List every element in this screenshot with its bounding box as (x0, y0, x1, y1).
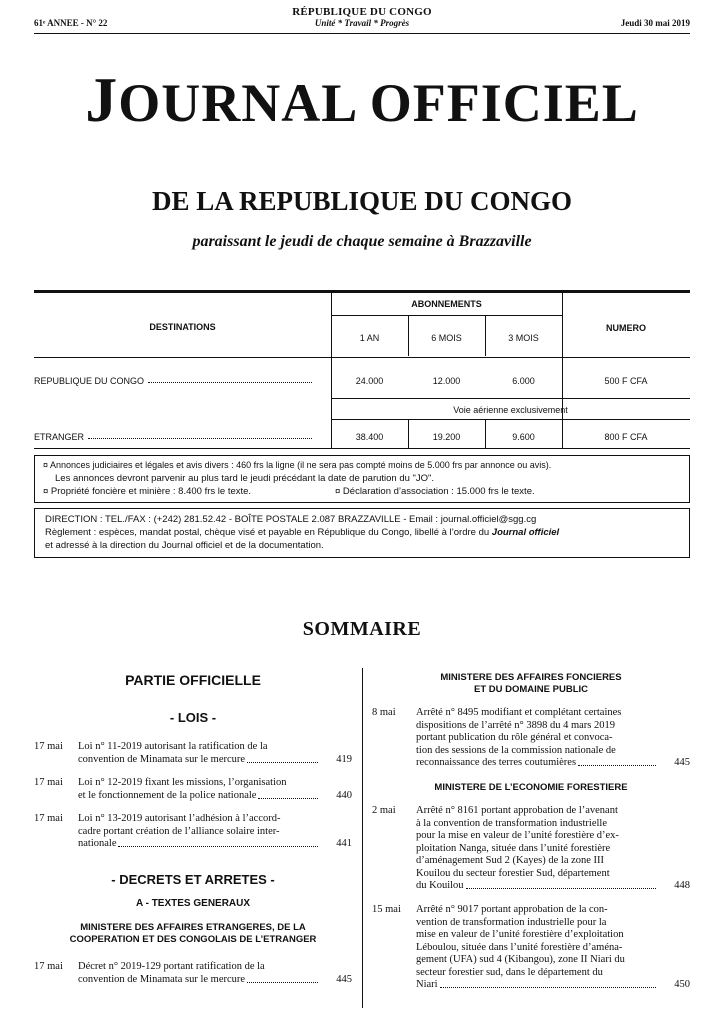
entry-text-line: ploitation Nanga, située dans l’unité forestière (416, 842, 611, 854)
journal-tagline: paraissant le jeudi de chaque semaine à Brazzaville (192, 233, 532, 250)
lois-title: - LOIS - (169, 710, 217, 725)
decrets-title: - DECRETS ET ARRETES - (111, 872, 275, 887)
leader-dots (578, 756, 656, 766)
entry-text-line: tion des sessions de la commission nationale de (416, 744, 616, 756)
entry-text-line: et le fonctionnement de la police nationale (78, 789, 318, 802)
journal-subtitle: DE LA REPUBLIQUE DU CONGO (151, 186, 573, 216)
header-rule (34, 33, 690, 34)
column-3-mois: 3 MOIS (508, 333, 539, 343)
ministere-affaires-etrangeres: MINISTERE DES AFFAIRES ETRANGERES, DE LA COOPERATION ET DES CONGOLAIS DE L’ETRANGER (69, 922, 317, 945)
column-1-an: 1 AN (359, 333, 380, 343)
ministere-affaires-foncieres: MINISTERE DES AFFAIRES FONCIERES ET DU DOMAINE PUBLIC (440, 672, 622, 695)
price-cell: 24.000 (355, 376, 384, 386)
table-rule (34, 357, 690, 358)
entry-text-line: convention de Minamata sur le mercure (78, 753, 318, 766)
ministere-economie-forestiere: MINISTERE DE L’ECONOMIE FORESTIERE (434, 782, 628, 793)
edition-number: 61ᵉ ANNEE - N° 22 (34, 18, 108, 28)
entry-date: 17 mai (34, 741, 63, 752)
price-cell: 38.400 (355, 432, 384, 442)
payment-terms-end: et adressé à la direction du Journal officiel et de la documentation. (45, 540, 324, 551)
entry-text-line: cadre portant création de l’alliance solaire inter- (78, 825, 280, 837)
entry-text-line: nationale (78, 837, 318, 850)
leader-dots (258, 789, 318, 799)
entry-date: 17 mai (34, 961, 63, 972)
entry-date: 15 mai (372, 904, 401, 915)
title-initial: J (85, 64, 119, 135)
air-mail-note: Voie aérienne exclusivement (453, 405, 568, 415)
price-cell: 12.000 (432, 376, 461, 386)
table-rule (331, 398, 690, 399)
entry-page-number: 441 (336, 838, 352, 849)
sommaire-entry (34, 740, 352, 765)
announcements-box (34, 455, 690, 503)
entry-text-line: reconnaissance des terres coutumières (416, 756, 656, 769)
announcement-rates: ¤ Annonces judiciaires et légales et avis divers : 460 frs la ligne (il ne sera pas compté moins de 5.000 frs par annonce ou avis). (43, 460, 552, 470)
entry-page-number: 448 (674, 880, 690, 891)
column-divider (362, 668, 363, 1008)
entry-text-line: Kouilou du secteur forestier Sud, département (416, 867, 610, 879)
leader-dots (440, 978, 656, 988)
payment-terms: Règlement : espèces, mandat postal, chèque visé et payable en République du Congo, libellé à l’ordre du Journal officiel (45, 527, 560, 538)
entry-text-line: Niari (416, 978, 656, 991)
sommaire-entry (372, 706, 690, 769)
entry-date: 8 mai (372, 707, 396, 718)
entry-page-number: 440 (336, 789, 352, 801)
entry-text-line: Arrêté n° 8161 portant approbation de l’avenant (416, 805, 618, 816)
abonnements-header: ABONNEMENTS (411, 299, 482, 309)
entry-text-line: Loi n° 11-2019 autorisant la ratification de la (78, 741, 268, 752)
association-rate: ¤ Déclaration d’association : 15.000 frs le texte. (335, 486, 535, 497)
entry-text-line: secteur forestier sud, dans le département du (416, 966, 603, 978)
direction-box (34, 508, 690, 558)
price-cell: 9.600 (512, 432, 535, 442)
entry-text-line: gement (UFA) sud 4 (Kibangou), zone II Niari du (416, 954, 625, 965)
entry-text-line: du Kouilou (416, 879, 656, 892)
table-rule (331, 315, 562, 316)
sommaire-title: SOMMAIRE (302, 618, 422, 640)
leader-dots (466, 879, 656, 889)
national-motto: Unité * Travail * Progrès (314, 18, 410, 28)
sommaire-entry (34, 776, 352, 801)
masthead-rule (34, 290, 690, 293)
entry-text-line: Décret n° 2019-129 portant ratification de la (78, 961, 265, 972)
entry-text-line: pour la mise en valeur de l’unité forestière d’ex- (416, 830, 619, 841)
entry-page-number: 450 (674, 979, 690, 990)
journal-name-emphasis: Journal officiel (491, 527, 560, 538)
announcement-deadline: Les annonces devront parvenir au plus tard le jeudi précédant la date de parution du "JO". (55, 473, 435, 484)
entry-page-number: 445 (674, 757, 690, 768)
issue-date: Jeudi 30 mai 2019 (620, 18, 690, 28)
entry-date: 17 mai (34, 777, 63, 788)
row-etranger-destination (34, 432, 314, 442)
land-property-rate: ¤ Propriété foncière et minière : 8.400 frs le texte. (43, 486, 252, 497)
entry-text-line: Loi n° 13-2019 autorisant l’adhésion à l’accord- (78, 813, 281, 824)
entry-text-line: vention de transformation industrielle pour la (416, 916, 607, 928)
partie-officielle-title: PARTIE OFFICIELLE (125, 672, 261, 688)
sommaire-entry (372, 804, 690, 892)
journal-title (0, 64, 724, 135)
country-name: RÉPUBLIQUE DU CONGO (292, 6, 432, 18)
sommaire-entry (34, 960, 352, 985)
textes-generaux-title: A - TEXTES GENERAUX (135, 898, 251, 909)
table-divider (562, 292, 563, 448)
entry-text-line: convention de Minamata sur le mercure (78, 973, 318, 986)
entry-text-line: Arrêté n° 9017 portant approbation de la con- (416, 904, 608, 915)
entry-text-line: Léboulou, située dans l’unité forestière d’aména- (416, 941, 623, 953)
numero-header: NUMERO (606, 323, 646, 333)
entry-text-line: dispositions de l’arrêté n° 3898 du 4 mars 2019 (416, 719, 616, 731)
numero-cell: 800 F CFA (604, 432, 648, 442)
entry-text-line: portant publication du rôle général et convoca- (416, 732, 613, 743)
entry-text-line: Arrêté n° 8495 modifiant et complétant certaines (416, 707, 622, 718)
table-rule (34, 448, 690, 449)
entry-text-line: Loi n° 12-2019 fixant les missions, l’organisation (78, 777, 287, 788)
entry-page-number: 445 (336, 973, 352, 985)
destinations-header: DESTINATIONS (149, 322, 216, 332)
entry-text-line: d’aménagement Sud 2 (Kayes) de la zone III (416, 855, 605, 866)
price-cell: 19.200 (432, 432, 461, 442)
leader-dots (148, 376, 312, 383)
entry-text-line: mise en valeur de l’unité forestière d’exploitation (416, 929, 624, 940)
header-center (0, 6, 724, 28)
leader-dots (247, 973, 318, 983)
leader-dots (247, 753, 318, 763)
row-congo-destination (34, 376, 314, 386)
numero-cell: 500 F CFA (604, 376, 648, 386)
entry-date: 17 mai (34, 813, 63, 824)
table-rule (331, 419, 690, 420)
title-rest: OURNAL OFFICIEL (118, 73, 639, 133)
column-6-mois: 6 MOIS (431, 333, 462, 343)
price-cell: 6.000 (512, 376, 535, 386)
entry-date: 2 mai (372, 805, 396, 816)
destination-label: REPUBLIQUE DU CONGO (34, 376, 145, 386)
sommaire-entry (372, 903, 690, 991)
direction-contact: DIRECTION : TEL./FAX : (+242) 281.52.42 - BOÎTE POSTALE 2.087 BRAZZAVILLE - Email : journal.officiel@sgg.cg (45, 514, 537, 525)
destination-label: ETRANGER (34, 432, 85, 442)
leader-dots (88, 432, 312, 439)
entry-page-number: 419 (336, 753, 352, 765)
entry-text-line: à la convention de transformation industrielle (416, 817, 607, 829)
sommaire-entry (34, 812, 352, 850)
leader-dots (118, 837, 318, 847)
